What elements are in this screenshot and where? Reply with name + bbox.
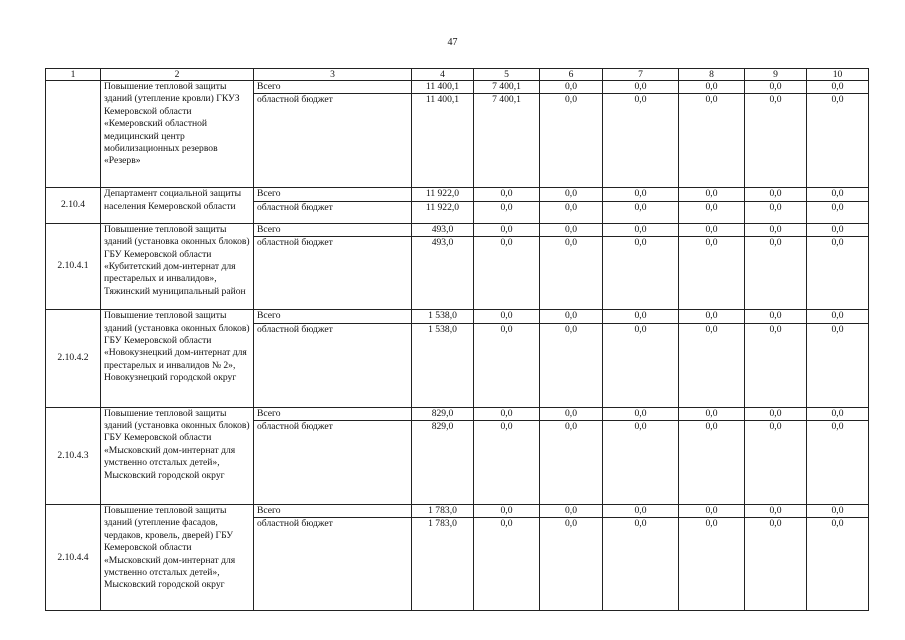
amount-cell: 0,0 — [603, 237, 679, 310]
amount-cell: 0,0 — [807, 421, 869, 505]
amount-cell: 0,0 — [540, 323, 603, 407]
row-name: Департамент социальной защиты населения Кемеровской области — [101, 188, 254, 223]
amount-cell: 0,0 — [540, 188, 603, 201]
column-number: 10 — [807, 69, 869, 81]
funding-source: областной бюджет — [254, 201, 412, 223]
row-name: Повышение тепловой защиты зданий (утепление кровли) ГКУЗ Кемеровской области «Кемеровский областной медицинский центр мобилизационных резервов «Резерв» — [101, 81, 254, 188]
funding-source: областной бюджет — [254, 323, 412, 407]
amount-cell: 0,0 — [540, 237, 603, 310]
amount-cell: 0,0 — [745, 94, 807, 188]
amount-cell: 0,0 — [679, 323, 745, 407]
row-name: Повышение тепловой защиты зданий (установка оконных блоков) ГБУ Кемеровской области «Новокузнецкий дом-интернат для престарелых и инвалидов № 2», Новокузнецкий городской округ — [101, 310, 254, 407]
amount-cell: 0,0 — [807, 188, 869, 201]
amount-cell: 0,0 — [540, 310, 603, 323]
amount-cell: 0,0 — [807, 323, 869, 407]
amount-cell: 0,0 — [540, 223, 603, 236]
amount-cell: 0,0 — [540, 505, 603, 518]
amount-cell: 0,0 — [807, 223, 869, 236]
amount-cell: 0,0 — [679, 310, 745, 323]
amount-cell: 0,0 — [807, 81, 869, 94]
funding-source: областной бюджет — [254, 94, 412, 188]
column-number: 2 — [101, 69, 254, 81]
row-code: 2.10.4 — [46, 188, 101, 223]
amount-cell: 0,0 — [603, 94, 679, 188]
amount-cell: 0,0 — [603, 223, 679, 236]
amount-cell: 829,0 — [412, 421, 474, 505]
row-name: Повышение тепловой защиты зданий (установка оконных блоков) ГБУ Кемеровской области «Кубитетский дом-интернат для престарелых и инвалидов», Тяжинский муниципальный район — [101, 223, 254, 309]
amount-cell: 829,0 — [412, 407, 474, 420]
amount-cell: 0,0 — [603, 518, 679, 611]
amount-cell: 0,0 — [679, 407, 745, 420]
amount-cell: 0,0 — [679, 421, 745, 505]
amount-cell: 1 538,0 — [412, 323, 474, 407]
amount-cell: 0,0 — [603, 188, 679, 201]
amount-cell: 0,0 — [540, 407, 603, 420]
column-number-row — [46, 69, 869, 81]
column-number: 6 — [540, 69, 603, 81]
row-code — [46, 81, 101, 188]
amount-cell: 0,0 — [603, 201, 679, 223]
amount-cell: 11 922,0 — [412, 201, 474, 223]
row-code: 2.10.4.4 — [46, 505, 101, 611]
amount-cell: 0,0 — [474, 201, 540, 223]
column-number: 8 — [679, 69, 745, 81]
amount-cell: 0,0 — [807, 201, 869, 223]
funding-source: областной бюджет — [254, 518, 412, 611]
amount-cell: 0,0 — [679, 81, 745, 94]
amount-cell: 0,0 — [807, 94, 869, 188]
funding-source: Всего — [254, 188, 412, 201]
row-code: 2.10.4.2 — [46, 310, 101, 407]
column-number: 9 — [745, 69, 807, 81]
funding-source: Всего — [254, 81, 412, 94]
amount-cell: 0,0 — [745, 407, 807, 420]
amount-cell: 0,0 — [745, 310, 807, 323]
amount-cell: 11 400,1 — [412, 81, 474, 94]
funding-source: Всего — [254, 223, 412, 236]
amount-cell: 0,0 — [474, 237, 540, 310]
column-number: 4 — [412, 69, 474, 81]
amount-cell: 0,0 — [745, 518, 807, 611]
funding-source: областной бюджет — [254, 237, 412, 310]
amount-cell: 0,0 — [745, 421, 807, 505]
amount-cell: 0,0 — [540, 518, 603, 611]
amount-cell: 0,0 — [540, 201, 603, 223]
column-number: 5 — [474, 69, 540, 81]
amount-cell: 0,0 — [679, 237, 745, 310]
amount-cell: 0,0 — [474, 310, 540, 323]
column-number: 1 — [46, 69, 101, 81]
amount-cell: 0,0 — [679, 518, 745, 611]
amount-cell: 0,0 — [474, 323, 540, 407]
funding-source: Всего — [254, 505, 412, 518]
amount-cell: 0,0 — [603, 505, 679, 518]
amount-cell: 0,0 — [603, 421, 679, 505]
amount-cell: 0,0 — [474, 505, 540, 518]
amount-cell: 0,0 — [474, 407, 540, 420]
amount-cell: 0,0 — [745, 223, 807, 236]
amount-cell: 0,0 — [474, 421, 540, 505]
amount-cell: 0,0 — [807, 237, 869, 310]
amount-cell: 1 783,0 — [412, 505, 474, 518]
amount-cell: 11 400,1 — [412, 94, 474, 188]
amount-cell: 0,0 — [745, 505, 807, 518]
row-code: 2.10.4.3 — [46, 407, 101, 504]
row-name: Повышение тепловой защиты зданий (установка оконных блоков) ГБУ Кемеровской области «Мысковский дом-интернат для умственно отсталых детей», Мысковский городской округ — [101, 407, 254, 504]
amount-cell: 0,0 — [540, 421, 603, 505]
amount-cell: 0,0 — [474, 518, 540, 611]
amount-cell: 1 538,0 — [412, 310, 474, 323]
amount-cell: 7 400,1 — [474, 94, 540, 188]
page-number: 47 — [447, 37, 458, 48]
table-row — [46, 407, 869, 420]
amount-cell: 0,0 — [603, 407, 679, 420]
amount-cell: 0,0 — [603, 323, 679, 407]
column-number: 7 — [603, 69, 679, 81]
amount-cell: 0,0 — [540, 81, 603, 94]
funding-source: Всего — [254, 310, 412, 323]
amount-cell: 0,0 — [745, 81, 807, 94]
amount-cell: 0,0 — [603, 81, 679, 94]
budget-table — [45, 68, 869, 611]
row-code: 2.10.4.1 — [46, 223, 101, 309]
amount-cell: 0,0 — [745, 201, 807, 223]
amount-cell: 493,0 — [412, 237, 474, 310]
table-row — [46, 223, 869, 236]
amount-cell: 0,0 — [745, 188, 807, 201]
row-name: Повышение тепловой защиты зданий (утепление фасадов, чердаков, кровель, дверей) ГБУ Кемеровской области «Мысковский дом-интернат для умственно отсталых детей», Мысковский городской округ — [101, 505, 254, 611]
column-number: 3 — [254, 69, 412, 81]
amount-cell: 0,0 — [745, 237, 807, 310]
amount-cell: 1 783,0 — [412, 518, 474, 611]
amount-cell: 11 922,0 — [412, 188, 474, 201]
amount-cell: 0,0 — [679, 94, 745, 188]
amount-cell: 0,0 — [474, 223, 540, 236]
amount-cell: 0,0 — [679, 188, 745, 201]
amount-cell: 0,0 — [807, 505, 869, 518]
amount-cell: 0,0 — [679, 223, 745, 236]
amount-cell: 0,0 — [474, 188, 540, 201]
funding-source: Всего — [254, 407, 412, 420]
amount-cell: 0,0 — [540, 94, 603, 188]
table-row — [46, 81, 869, 94]
amount-cell: 0,0 — [679, 505, 745, 518]
amount-cell: 0,0 — [807, 407, 869, 420]
table-row — [46, 310, 869, 323]
funding-source: областной бюджет — [254, 421, 412, 505]
table-row — [46, 505, 869, 518]
amount-cell: 0,0 — [745, 323, 807, 407]
amount-cell: 0,0 — [679, 201, 745, 223]
table-row — [46, 188, 869, 201]
amount-cell: 7 400,1 — [474, 81, 540, 94]
amount-cell: 0,0 — [807, 310, 869, 323]
amount-cell: 493,0 — [412, 223, 474, 236]
amount-cell: 0,0 — [603, 310, 679, 323]
amount-cell: 0,0 — [807, 518, 869, 611]
